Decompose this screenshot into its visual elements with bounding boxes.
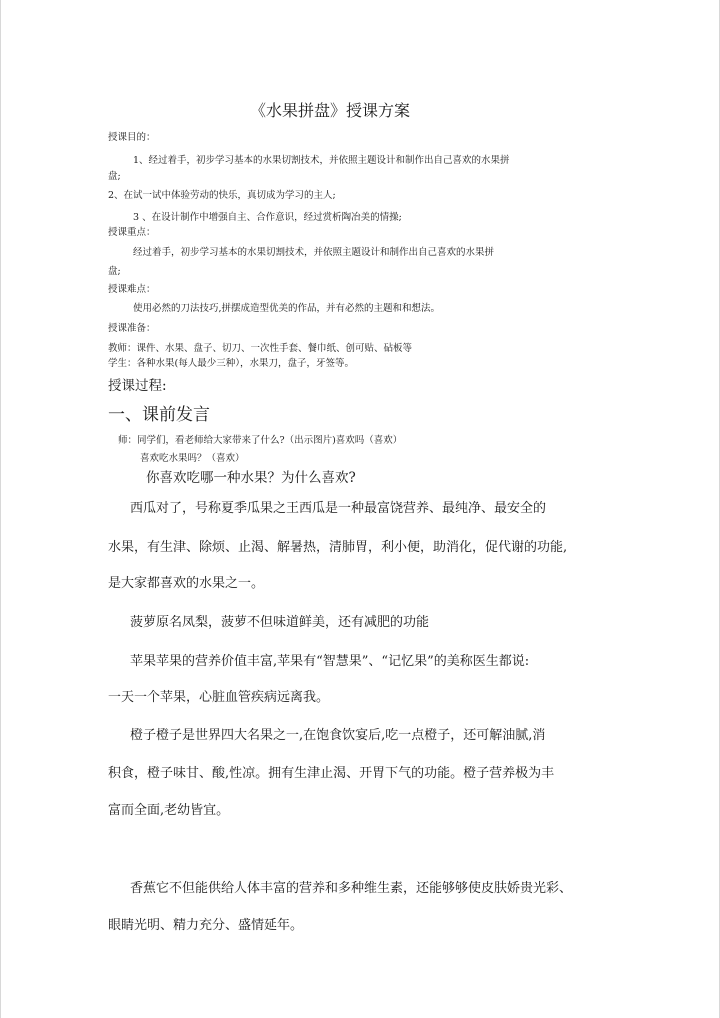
key-points-line-1: 经过着手，初步学习基本的水果切割技术，并依照主题设计和制作出自己喜欢的水果拼 <box>133 247 495 258</box>
orange-line-2: 积食，橙子味甘、酸,性凉。拥有生津止渴、开胃下气的功能。橙子营养极为丰 <box>108 766 555 781</box>
orange-line-3: 富而全面,老幼皆宜。 <box>108 803 230 818</box>
key-points-heading: 授课重点： <box>108 227 156 238</box>
watermelon-line-3: 是大家都喜欢的水果之一。 <box>108 576 265 591</box>
document-title: 《水果拼盘》授课方案 <box>250 101 411 120</box>
process-heading: 授课过程: <box>108 378 167 394</box>
watermelon-line-1: 西瓜对了，号称夏季瓜果之王西瓜是一种最富饶营养、最纯净、最安全的 <box>130 501 547 516</box>
orange-line-1: 橙子橙子是世界四大名果之一,在饱食饮宴后,吃一点橙子，还可解油腻,消 <box>130 728 546 743</box>
objective-1-line-1: 1、经过着手，初步学习基本的水果切割技术，并依照主题设计和制作出自己喜欢的水果拼 <box>133 155 510 166</box>
preparation-teacher: 教师：课件、水果、盘子、切刀、一次性手套、餐巾纸、创可贴、砧板等 <box>108 343 413 354</box>
objective-1-line-2: 盘; <box>108 171 121 182</box>
preparation-heading: 授课准备： <box>108 323 156 334</box>
preparation-student: 学生：各种水果(每人最少三种），水果刀，盘子，牙签等。 <box>108 358 354 369</box>
watermelon-line-2: 水果，有生津、除烦、止渴、解暑热，清肺胃，利小便，助消化，促代谢的功能, <box>108 540 568 555</box>
objective-3: 3 、在设计制作中增强自主、合作意识，经过赏析陶冶美的情操; <box>133 212 402 223</box>
dialogue-line-2: 喜欢吃水果吗？（喜欢） <box>140 453 245 464</box>
objectives-heading: 授课目的： <box>108 132 156 143</box>
apple-line-1: 苹果苹果的营养价值丰富,苹果有“智慧果”、“记忆果”的美称医生都说: <box>130 654 530 669</box>
banana-line-2: 眼睛光明、精力充分、盛情延年。 <box>108 918 304 933</box>
banana-line-1: 香蕉它不但能供给人体丰富的营养和多种维生素，还能够够使皮肤娇贵光彩、 <box>130 881 573 896</box>
dialogue-line-3: 你喜欢吃哪一种水果？为什么喜欢? <box>146 470 356 486</box>
pineapple-paragraph: 菠萝原名凤梨，菠萝不但味道鲜美，还有减肥的功能 <box>130 615 430 630</box>
section-1-heading: 一、课前发言 <box>108 405 210 425</box>
difficulties-text: 使用必然的刀法技巧,拼摆成造型优美的作品，并有必然的主题和和想法。 <box>133 303 441 314</box>
objective-2: 2、在试一试中体验劳动的快乐，真切成为学习的主人; <box>108 190 336 201</box>
page-edge-left <box>0 0 1 1018</box>
apple-line-2: 一天一个苹果，心脏血管疾病远离我。 <box>108 690 330 705</box>
difficulties-heading: 授课难点： <box>108 284 156 295</box>
dialogue-line-1: 师：同学们，看老师给大家带来了什么?（出示图片)喜欢吗（喜欢） <box>118 435 403 446</box>
key-points-line-2: 盘; <box>108 266 121 277</box>
